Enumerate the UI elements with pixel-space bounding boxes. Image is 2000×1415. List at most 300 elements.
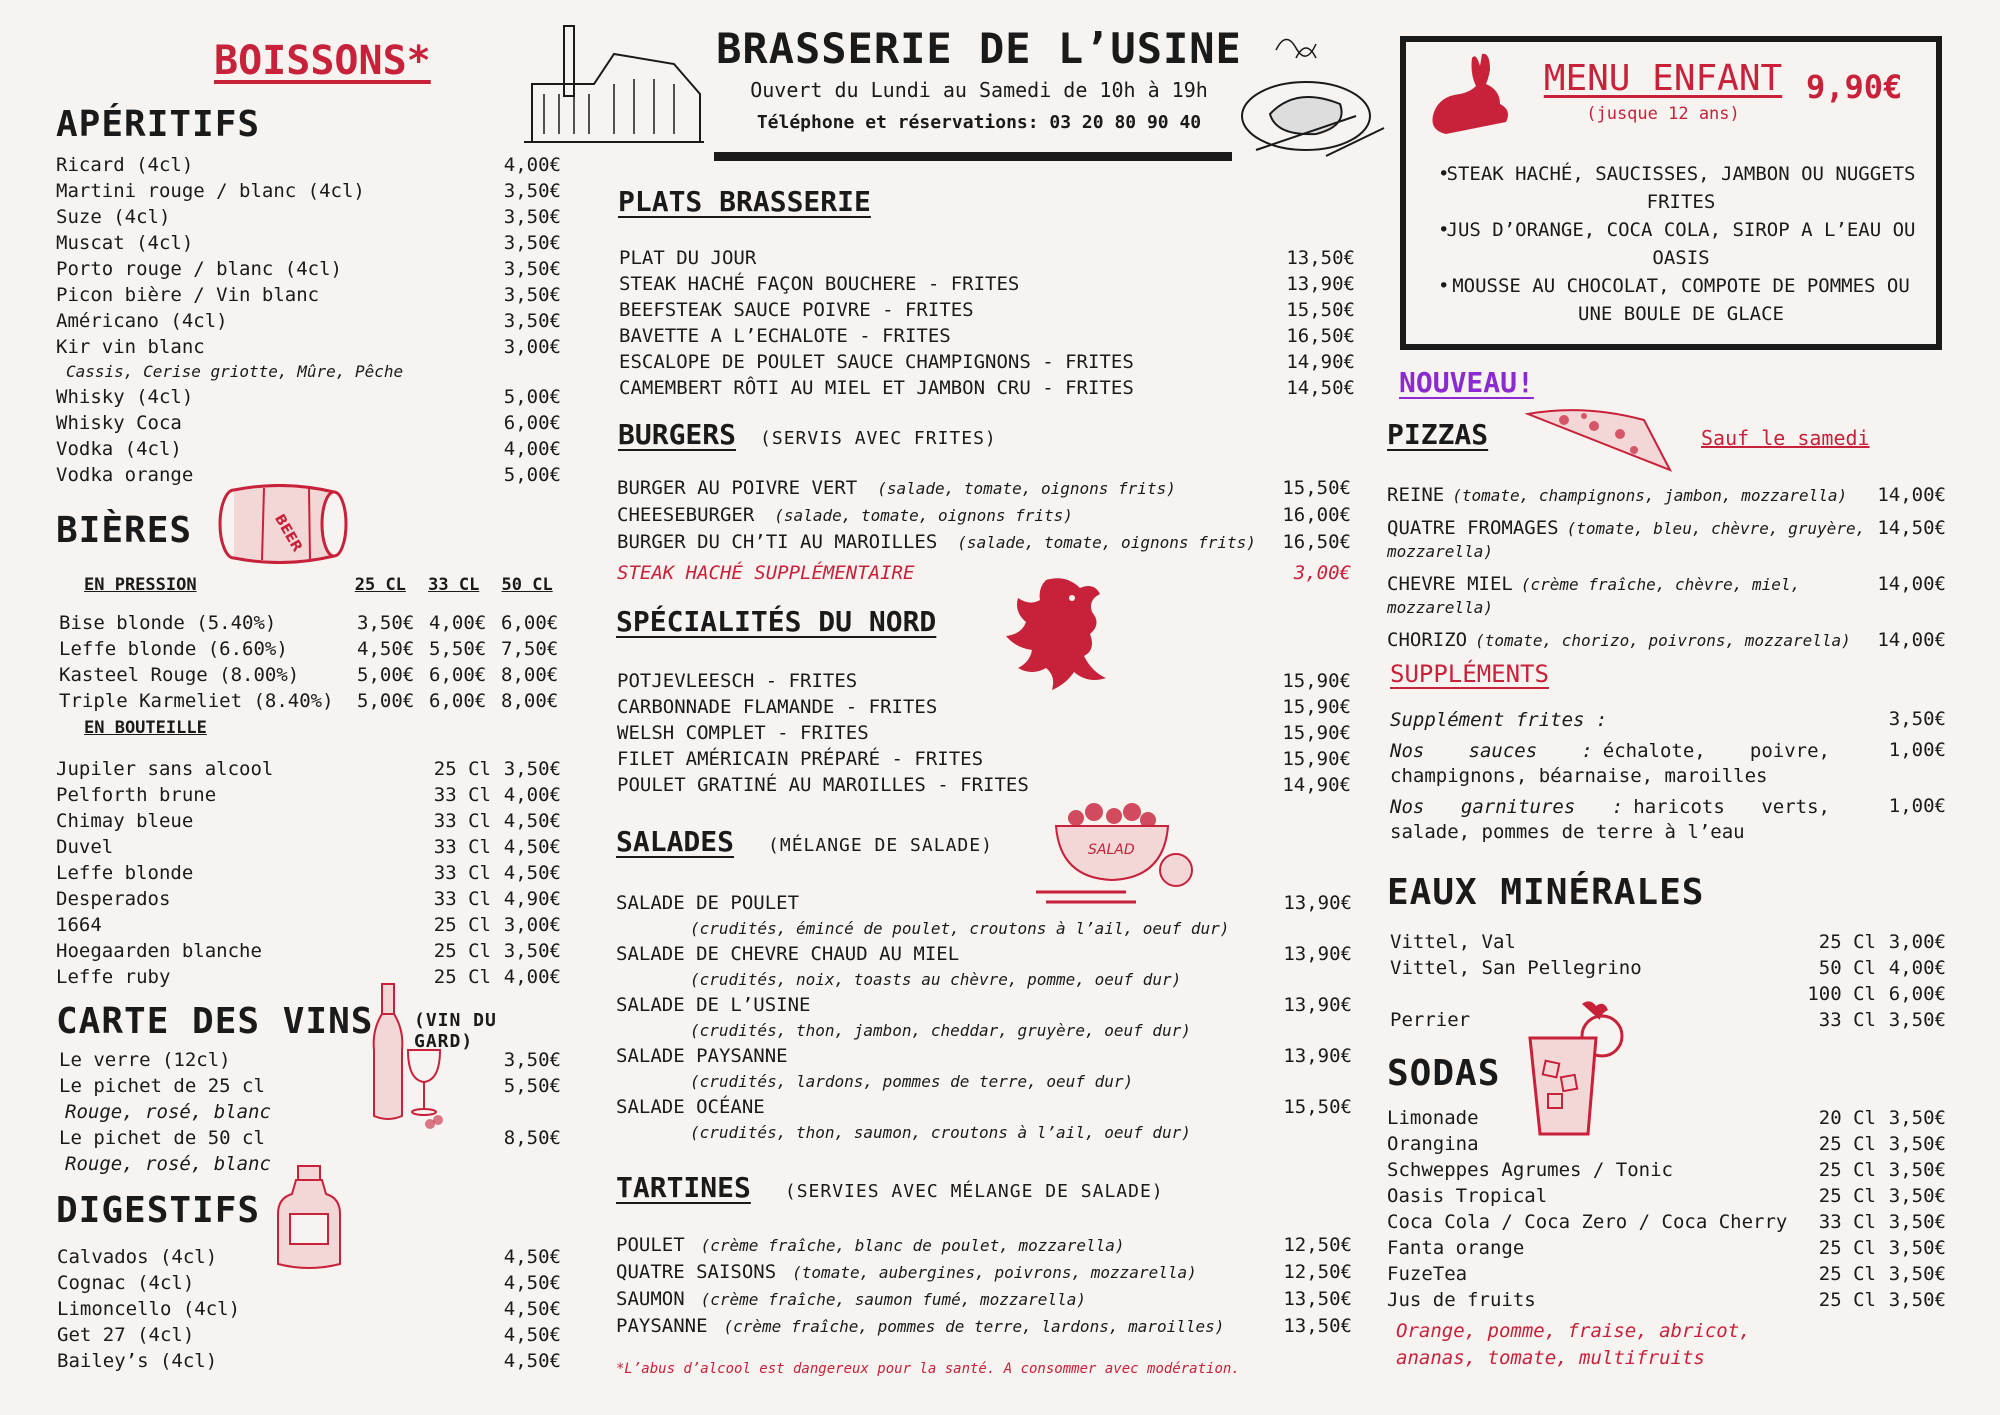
pression-label: EN PRESSION: [84, 575, 197, 595]
nord-row: [617, 746, 1351, 772]
tartines-header: [616, 1171, 1164, 1204]
enfant-bullet: • JUS D’ORANGE, COCA COLA, SIROP A L’EAU OU OASIS: [1446, 216, 1916, 272]
eau-row-size: 50 Cl: [1818, 957, 1876, 979]
soda-row-price: 3,50€: [1888, 1263, 1946, 1285]
enfant-bullet: • MOUSSE AU CHOCOLAT, COMPOTE DE POMMES OU UNE BOULE DE GLACE: [1446, 272, 1916, 328]
draft-beer-33: 6,00€: [429, 690, 487, 712]
bottle-beer-row-name: Leffe ruby: [56, 966, 171, 988]
soda-row-name: FuzeTea: [1387, 1263, 1468, 1285]
tartine-row-desc: (tomate, aubergines, poivrons, mozzarella): [792, 1263, 1197, 1282]
plat-row-price: 15,50€: [1286, 299, 1355, 321]
burger-row-name: BURGER AU POIVRE VERT: [617, 477, 858, 499]
digestifs-list: [57, 1244, 561, 1374]
bottle-beer-row-price: 4,00€: [503, 784, 561, 806]
tartine-row: [616, 1232, 1352, 1259]
digestif-row-price: 4,50€: [503, 1350, 561, 1372]
aperitif-row: [56, 436, 561, 462]
soda-row: [1387, 1287, 1946, 1313]
digestif-row-price: 4,50€: [503, 1246, 561, 1268]
pizza-title: [1387, 629, 1867, 652]
salade-name: SALADE DE CHEVRE CHAUD AU MIEL: [616, 943, 960, 965]
bottle-beer-row-name: Jupiler sans alcool: [56, 758, 274, 780]
plat-row: [619, 271, 1355, 297]
eau-row-name: Perrier: [1390, 1009, 1471, 1031]
kir-note: Cassis, Cerise griotte, Mûre, Pêche: [66, 362, 404, 381]
pizzas-list: [1387, 484, 1946, 662]
pizza-desc: (tomate, bleu, chèvre, gruyère, mozzarella): [1387, 519, 1866, 561]
plat-row-price: 13,50€: [1286, 247, 1355, 269]
enfant-bullets: [1438, 160, 1916, 328]
burger-row-desc: (salade, tomate, oignons frits): [774, 506, 1073, 525]
digestif-row: [57, 1270, 561, 1296]
soda-row: [1387, 1131, 1946, 1157]
soda-row-size: 33 Cl: [1818, 1211, 1876, 1233]
wine-colors-2: Rouge, rosé, blanc: [65, 1153, 271, 1175]
eau-row-name: Vittel, San Pellegrino: [1390, 957, 1642, 979]
bottle-beer-row-size: 25 Cl: [433, 914, 491, 936]
restaurant-name: BRASSERIE DE L’USINE: [716, 24, 1242, 73]
tartine-row-name: SAUMON: [616, 1288, 685, 1310]
soda-row-price: 3,50€: [1888, 1289, 1946, 1311]
aperitif-row-price: 4,00€: [503, 438, 561, 460]
soda-row-name: Jus de fruits: [1387, 1289, 1536, 1311]
pizzas-title: PIZZAS: [1387, 418, 1489, 451]
nord-row-name: POULET GRATINÉ AU MAROILLES - FRITES: [617, 774, 1029, 796]
supplements-list: [1390, 708, 1946, 851]
aperitifs-list: [56, 152, 561, 488]
salade-row: [616, 890, 1352, 916]
eau-row-size: 33 Cl: [1818, 1009, 1876, 1031]
pizza-name: QUATRE FROMAGES: [1387, 517, 1559, 539]
bottle-beer-row-price: 4,50€: [503, 862, 561, 884]
bullet-dot-icon: •: [1438, 219, 1450, 241]
aperitif-row-name: Kir vin blanc: [56, 336, 205, 358]
aperitif-row-name: Picon bière / Vin blanc: [56, 284, 320, 306]
bottle-beer-row: [56, 886, 561, 912]
draft-beer-name: Kasteel Rouge (8.00%): [59, 664, 300, 686]
bottle-beer-row-size: 33 Cl: [433, 862, 491, 884]
menu-enfant-box: [1400, 36, 1942, 350]
plat-row-price: 14,50€: [1286, 377, 1355, 399]
soda-row-price: 3,50€: [1888, 1211, 1946, 1233]
wine-verre: Le verre (12cl) 3,50€: [59, 1049, 561, 1071]
aperitif-row-price: 3,50€: [503, 284, 561, 306]
aperitif-row-name: Américano (4cl): [56, 310, 228, 332]
supplements-title: SUPPLÉMENTS: [1390, 660, 1549, 688]
supplement-text: [1390, 708, 1830, 733]
boissons-title: BOISSONS*: [214, 38, 431, 84]
tartine-row-price: 12,50€: [1283, 1261, 1352, 1283]
plats-title: PLATS BRASSERIE: [618, 185, 871, 218]
pizza-row: [1387, 629, 1946, 652]
factory-icon: [524, 24, 704, 148]
bottle-beer-row-name: Pelforth brune: [56, 784, 217, 806]
plat-row: [619, 245, 1355, 271]
bottle-beer-row: [56, 860, 561, 886]
eau-row: [1390, 929, 1946, 955]
soda-row-price: 3,50€: [1888, 1133, 1946, 1155]
soda-row-price: 3,50€: [1888, 1159, 1946, 1181]
enfant-bullet: • STEAK HACHÉ, SAUCISSES, JAMBON OU NUGGETS FRITES: [1446, 160, 1916, 216]
tartine-row-title: [616, 1313, 1282, 1340]
digestif-row-name: Limoncello (4cl): [57, 1298, 241, 1320]
enfant-subtitle: (jusque 12 ans): [1586, 104, 1740, 124]
pizza-name: CHEVRE MIEL: [1387, 573, 1513, 595]
draft-beer-row: [59, 688, 561, 714]
pizza-name: REINE: [1387, 484, 1445, 506]
tartine-row-price: 13,50€: [1283, 1315, 1352, 1337]
supplement-name: Supplément frites :: [1390, 709, 1608, 731]
salade-desc: (crudités, émincé de poulet, croutons à l’ail, oeuf dur): [690, 919, 1230, 938]
aperitif-row-price: 3,50€: [503, 232, 561, 254]
pizza-price: 14,00€: [1877, 484, 1946, 506]
eau-row-size: 25 Cl: [1818, 931, 1876, 953]
burger-row-title: [617, 529, 1281, 556]
barrel-icon: [214, 484, 354, 568]
vins-note: (VIN DU GARD): [414, 1010, 497, 1052]
plat-row-price: 13,90€: [1286, 273, 1355, 295]
pizza-desc: (tomate, champignons, jambon, mozzarella): [1452, 486, 1848, 505]
aperitif-row-name: Whisky Coca: [56, 412, 182, 434]
soda-row-size: 25 Cl: [1818, 1289, 1876, 1311]
draft-beer-33: 5,50€: [429, 638, 487, 660]
supplement-row: [1390, 708, 1946, 733]
plat-row-name: CAMEMBERT RÔTI AU MIEL ET JAMBON CRU - FRITES: [619, 377, 1134, 399]
tartine-row-desc: (crème fraîche, saumon fumé, mozzarella): [700, 1290, 1086, 1309]
digestif-row-name: Cognac (4cl): [57, 1272, 195, 1294]
salades-list: [616, 890, 1352, 1145]
nord-row-name: FILET AMÉRICAIN PRÉPARÉ - FRITES: [617, 748, 984, 770]
plat-row: [619, 349, 1355, 375]
aperitif-row: [56, 334, 561, 360]
aperitif-row: [56, 204, 561, 230]
supplement-text: [1390, 795, 1830, 845]
nouveau-label: NOUVEAU!: [1399, 366, 1534, 399]
digestif-row-name: Bailey’s (4cl): [57, 1350, 218, 1372]
svg-text:SALAD: SALAD: [1088, 842, 1135, 858]
nord-list: [617, 668, 1351, 798]
wine-pichet-25: Le pichet de 25 cl 5,50€: [59, 1075, 561, 1097]
soda-row-name: Schweppes Agrumes / Tonic: [1387, 1159, 1673, 1181]
digestifs-title: DIGESTIFS: [56, 1190, 261, 1231]
aperitif-row: [56, 282, 561, 308]
tartine-row: [616, 1259, 1352, 1286]
salades-title: SALADES: [616, 825, 735, 858]
burger-row: [617, 529, 1351, 556]
aperitif-row: [56, 384, 561, 410]
aperitif-row-name: Muscat (4cl): [56, 232, 194, 254]
restaurant-hours: Ouvert du Lundi au Samedi de 10h à 19h: [750, 78, 1208, 102]
size-50: 50 CL: [501, 575, 553, 595]
burger-row-price: 16,50€: [1282, 531, 1351, 553]
salade-name: SALADE DE POULET: [616, 892, 800, 914]
bottle-beer-row-name: Hoegaarden blanche: [56, 940, 262, 962]
nord-row: [617, 772, 1351, 798]
bottle-beer-row: [56, 808, 561, 834]
eaux-title: EAUX MINÉRALES: [1387, 872, 1705, 913]
plat-row: [619, 375, 1355, 401]
supplement-detail: échalote, poivre, champignons, béarnaise, maroilles: [1390, 740, 1830, 787]
aperitif-row-price: 3,50€: [503, 180, 561, 202]
eau-row-price: 3,50€: [1888, 1009, 1946, 1031]
tartines-note: (SERVIES AVEC MÉLANGE DE SALADE): [784, 1181, 1164, 1202]
bottle-beer-row-name: Duvel: [56, 836, 114, 858]
bouteille-list: [56, 756, 561, 990]
alcohol-disclaimer: *L’abus d’alcool est dangereux pour la santé. A consommer avec modération.: [616, 1361, 1240, 1377]
digestif-row-name: Calvados (4cl): [57, 1246, 218, 1268]
soda-row-name: Fanta orange: [1387, 1237, 1525, 1259]
bottle-beer-row-size: 25 Cl: [433, 940, 491, 962]
eau-row-name: Vittel, Val: [1390, 931, 1516, 953]
soda-row: [1387, 1183, 1946, 1209]
svg-text:BEER: BEER: [271, 511, 306, 555]
soda-row-size: 25 Cl: [1818, 1237, 1876, 1259]
bottle-beer-row: [56, 834, 561, 860]
bottle-beer-row-price: 4,50€: [503, 810, 561, 832]
restaurant-phone: Téléphone et réservations: 03 20 80 90 40: [756, 112, 1202, 133]
nord-row: [617, 668, 1351, 694]
digestif-row: [57, 1348, 561, 1374]
bottle-beer-row-size: 25 Cl: [433, 758, 491, 780]
tartines-list: [616, 1232, 1352, 1340]
wine-pichet-50: Le pichet de 50 cl 8,50€: [59, 1127, 561, 1149]
plat-row-name: ESCALOPE DE POULET SAUCE CHAMPIGNONS - FRITES: [619, 351, 1134, 373]
soda-row-size: 25 Cl: [1818, 1263, 1876, 1285]
draft-beer-50: 7,50€: [501, 638, 559, 660]
salade-name: SALADE DE L’USINE: [616, 994, 811, 1016]
aperitif-row-name: Ricard (4cl): [56, 154, 194, 176]
draft-beer-25: 4,50€: [357, 638, 415, 660]
soda-row-name: Coca Cola / Coca Zero / Coca Cherry: [1387, 1211, 1788, 1233]
aperitif-row: [56, 178, 561, 204]
sodas-title: SODAS: [1387, 1053, 1501, 1094]
tartine-row-name: POULET: [616, 1234, 685, 1256]
salade-row: [616, 941, 1352, 967]
pizza-price: 14,00€: [1877, 573, 1946, 595]
nord-row-price: 15,90€: [1282, 696, 1351, 718]
pizza-row: [1387, 517, 1946, 563]
soda-row-size: 25 Cl: [1818, 1159, 1876, 1181]
enfant-title: MENU ENFANT: [1543, 58, 1783, 99]
nord-row-name: POTJEVLEESCH - FRITES: [617, 670, 858, 692]
bullet-dot-icon: •: [1438, 163, 1450, 185]
tartine-row-title: [616, 1259, 1282, 1286]
aperitif-row: [56, 256, 561, 282]
aperitif-row: [56, 152, 561, 178]
soda-row-size: 25 Cl: [1818, 1185, 1876, 1207]
plat-row-price: 16,50€: [1286, 325, 1355, 347]
bottle-beer-row: [56, 912, 561, 938]
salades-header: [616, 825, 993, 858]
bottle-beer-row-price: 3,00€: [503, 914, 561, 936]
salade-price: 13,90€: [1283, 994, 1352, 1016]
draft-beer-name: Bise blonde (5.40%): [59, 612, 277, 634]
aperitif-row-name: Porto rouge / blanc (4cl): [56, 258, 342, 280]
aperitif-row-name: Vodka (4cl): [56, 438, 182, 460]
bottle-beer-row-name: Chimay bleue: [56, 810, 194, 832]
supplement-text: [1390, 739, 1830, 789]
nord-row-price: 15,90€: [1282, 748, 1351, 770]
soda-row: [1387, 1261, 1946, 1287]
bottle-beer-row-size: 25 Cl: [433, 966, 491, 988]
pizza-row: [1387, 484, 1946, 507]
tartines-title: TARTINES: [616, 1171, 751, 1204]
draft-beer-25: 5,00€: [357, 690, 415, 712]
vins-list: [59, 1047, 561, 1177]
aperitif-row: [56, 230, 561, 256]
salade-desc: (crudités, thon, saumon, croutons à l’ail, oeuf dur): [690, 1123, 1191, 1142]
tartine-row-desc: (crème fraîche, pommes de terre, lardons, maroilles): [723, 1317, 1225, 1336]
aperitif-row: [56, 308, 561, 334]
soda-row-price: 3,50€: [1888, 1107, 1946, 1129]
nord-title: SPÉCIALITÉS DU NORD: [616, 605, 937, 638]
salade-name: SALADE OCÉANE: [616, 1096, 765, 1118]
soda-row: [1387, 1157, 1946, 1183]
draft-beer-33: 4,00€: [429, 612, 487, 634]
salade-row: [616, 1094, 1352, 1120]
bottle-beer-row-size: 33 Cl: [433, 784, 491, 806]
draft-beer-33: 6,00€: [429, 664, 487, 686]
salade-desc: (crudités, noix, toasts au chèvre, pomme, oeuf dur): [690, 970, 1182, 989]
digestif-row: [57, 1244, 561, 1270]
supplement-row: [1390, 739, 1946, 789]
eaux-list: [1390, 929, 1946, 1033]
digestif-row-price: 4,50€: [503, 1272, 561, 1294]
bottle-beer-row-price: 3,50€: [503, 940, 561, 962]
bottle-beer-row: [56, 938, 561, 964]
pizza-title: [1387, 484, 1867, 507]
bullet-dot-icon: •: [1438, 275, 1450, 297]
aperitif-row-name: Whisky (4cl): [56, 386, 194, 408]
aperitif-row-price: 3,50€: [503, 206, 561, 228]
burger-row-desc: (salade, tomate, oignons frits): [957, 533, 1256, 552]
burger-extra: STEAK HACHÉ SUPPLÉMENTAIRE 3,00€: [617, 562, 1351, 584]
bottle-beer-row-price: 4,90€: [503, 888, 561, 910]
plat-row-name: STEAK HACHÉ FAÇON BOUCHERE - FRITES: [619, 273, 1020, 295]
aperitif-row-price: 3,50€: [503, 258, 561, 280]
supplement-name: Nos garnitures :: [1390, 796, 1624, 818]
burger-row-price: 16,00€: [1282, 504, 1351, 526]
soda-row-size: 25 Cl: [1818, 1133, 1876, 1155]
draft-beer-50: 8,00€: [501, 690, 559, 712]
salade-desc: (crudités, thon, jambon, cheddar, gruyère, oeuf dur): [690, 1021, 1191, 1040]
plat-row-name: PLAT DU JOUR: [619, 247, 757, 269]
aperitifs-title: APÉRITIFS: [56, 104, 261, 145]
burger-row: [617, 475, 1351, 502]
eau-row: [1390, 955, 1946, 981]
salade-price: 15,50€: [1283, 1096, 1352, 1118]
header-rule: [714, 152, 1232, 161]
nord-row-price: 14,90€: [1282, 774, 1351, 796]
tartine-row: [616, 1286, 1352, 1313]
soda-row-size: 20 Cl: [1818, 1107, 1876, 1129]
supplement-price: 1,00€: [1888, 795, 1946, 817]
nord-row-price: 15,90€: [1282, 670, 1351, 692]
burger-row-title: [617, 502, 1281, 529]
tartine-row-name: QUATRE SAISONS: [616, 1261, 777, 1283]
bottle-beer-row-name: 1664: [56, 914, 102, 936]
enfant-price: 9,90€: [1806, 68, 1903, 106]
burger-row-name: BURGER DU CH’TI AU MAROILLES: [617, 531, 938, 553]
draft-beer-row: [59, 662, 561, 688]
plat-row-name: BAVETTE A L’ECHALOTE - FRITES: [619, 325, 951, 347]
draft-beer-50: 6,00€: [501, 612, 559, 634]
burger-row-price: 15,50€: [1282, 477, 1351, 499]
bottle-beer-row-size: 33 Cl: [433, 888, 491, 910]
draft-beer-row: [59, 636, 561, 662]
pression-list: [59, 610, 561, 714]
salade-price: 13,90€: [1283, 943, 1352, 965]
nord-row: [617, 720, 1351, 746]
burgers-title: BURGERS: [618, 418, 737, 451]
draft-beer-25: 5,00€: [357, 664, 415, 686]
supplement-detail: haricots verts, salade, pommes de terre à l’eau: [1390, 796, 1830, 843]
jus-fruits-list: Orange, pomme, fraise, abricot, ananas, tomate, multifruits: [1396, 1320, 1751, 1369]
eau-row: [1390, 1007, 1946, 1033]
burgers-note: (SERVIS AVEC FRITES): [760, 428, 997, 449]
salades-note: (MÉLANGE DE SALADE): [768, 835, 993, 856]
plat-row-name: BEEFSTEAK SAUCE POIVRE - FRITES: [619, 299, 974, 321]
nord-row-name: WELSH COMPLET - FRITES: [617, 722, 869, 744]
aperitif-row: [56, 410, 561, 436]
aperitif-row-name: Martini rouge / blanc (4cl): [56, 180, 365, 202]
aperitif-row-price: 4,00€: [503, 154, 561, 176]
supplement-price: 1,00€: [1888, 739, 1946, 761]
eau-row-price: 6,00€: [1888, 983, 1946, 1005]
pression-header: [56, 575, 561, 595]
supplement-row: [1390, 795, 1946, 845]
plat-row: [619, 323, 1355, 349]
tartine-row-desc: (crème fraîche, blanc de poulet, mozzarella): [700, 1236, 1125, 1255]
salade-desc: (crudités, lardons, pommes de terre, oeuf dur): [690, 1072, 1134, 1091]
salade-price: 13,90€: [1283, 892, 1352, 914]
burger-row-title: [617, 475, 1281, 502]
aperitif-row-price: 6,00€: [503, 412, 561, 434]
steak-icon: [1236, 30, 1386, 169]
bottle-beer-row-price: 4,50€: [503, 836, 561, 858]
aperitif-row-name: Suze (4cl): [56, 206, 171, 228]
salade-row: [616, 1043, 1352, 1069]
soda-row: [1387, 1235, 1946, 1261]
plat-row: [619, 297, 1355, 323]
draft-beer-50: 8,00€: [501, 664, 559, 686]
digestif-row-price: 4,50€: [503, 1298, 561, 1320]
pizza-desc: (crème fraîche, chèvre, miel, mozzarella): [1387, 575, 1801, 617]
draft-beer-name: Leffe blonde (6.60%): [59, 638, 288, 660]
nord-row-price: 15,90€: [1282, 722, 1351, 744]
bottle-beer-row-price: 3,50€: [503, 758, 561, 780]
salade-price: 13,90€: [1283, 1045, 1352, 1067]
salade-row: [616, 992, 1352, 1018]
soda-row: [1387, 1209, 1946, 1235]
supplement-name: Nos sauces :: [1390, 740, 1593, 762]
aperitif-row-price: 5,00€: [503, 386, 561, 408]
aperitif-row-price: 3,50€: [503, 310, 561, 332]
soda-row-price: 3,50€: [1888, 1237, 1946, 1259]
sodas-list: [1387, 1105, 1946, 1313]
bottle-beer-row: [56, 756, 561, 782]
burger-row: [617, 502, 1351, 529]
burgers-header: [618, 418, 997, 451]
rabbit-icon: [1426, 50, 1516, 144]
soda-row-name: Oasis Tropical: [1387, 1185, 1548, 1207]
bottle-beer-row-name: Leffe blonde: [56, 862, 194, 884]
pizza-desc: (tomate, chorizo, poivrons, mozzarella): [1475, 631, 1851, 650]
draft-beer-name: Triple Karmeliet (8.40%): [59, 690, 334, 712]
burger-row-desc: (salade, tomate, oignons frits): [877, 479, 1176, 498]
draft-beer-row: [59, 610, 561, 636]
pizza-slice-icon: [1524, 404, 1674, 478]
